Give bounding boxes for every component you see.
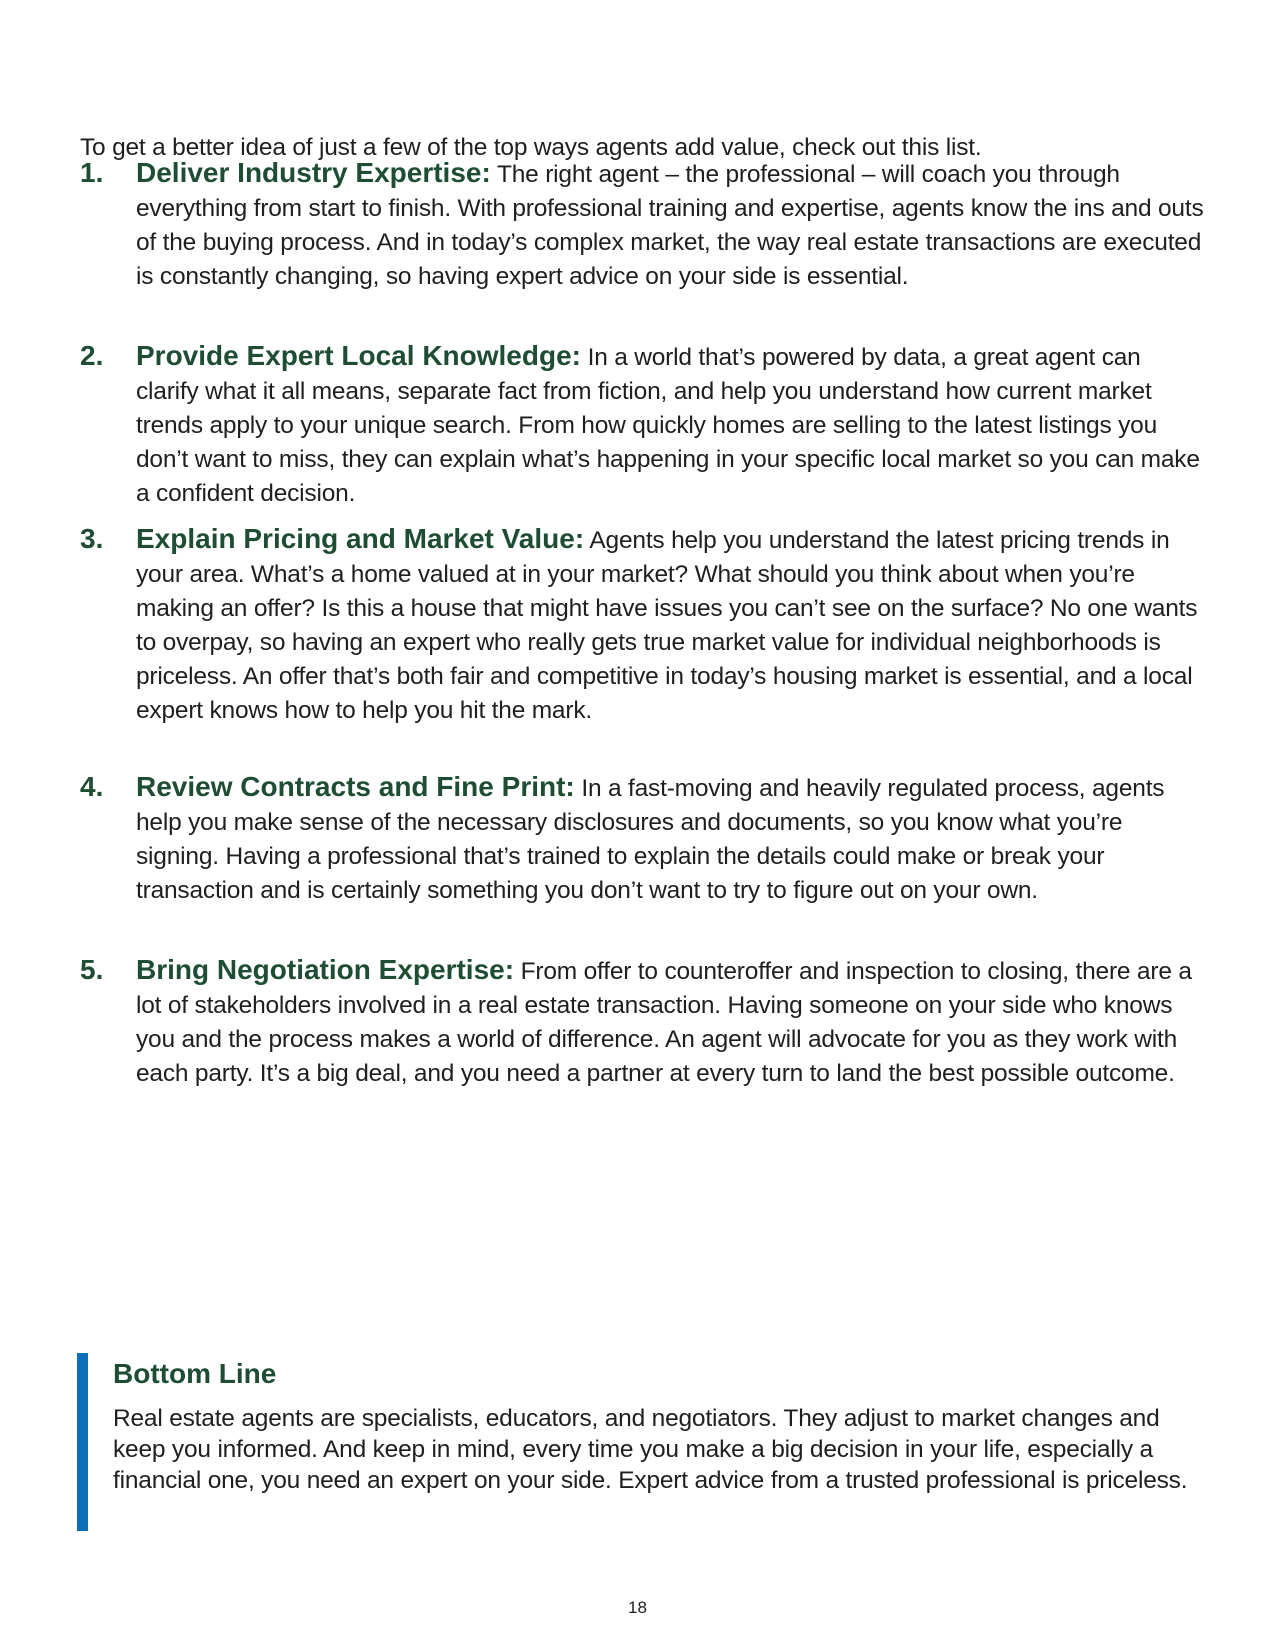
accent-bar bbox=[77, 1353, 88, 1531]
bottom-line-title: Bottom Line bbox=[113, 1358, 277, 1389]
list-number: 5. bbox=[80, 954, 104, 985]
list-item-text: In a fast-moving and heavily regulated process, agents help you make sense of the necessary disclosures and documents, so you know what you’re signing. Having a professional that’s trained to explain the details could make or break your transaction and is certainly something you don’t want to try to figure out on your own. bbox=[136, 775, 1165, 904]
list-item-heading: Deliver Industry Expertise: bbox=[136, 157, 491, 188]
list-number: 1. bbox=[80, 157, 104, 188]
list-item bbox=[80, 339, 1205, 511]
list-number: 2. bbox=[80, 340, 104, 371]
list-item-body bbox=[136, 522, 1205, 728]
list-item-heading: Bring Negotiation Expertise: bbox=[136, 954, 515, 985]
list-item-body bbox=[136, 770, 1205, 908]
list-item bbox=[80, 522, 1205, 728]
list-item-text: Agents help you understand the latest pricing trends in your area. What’s a home valued at in your market? What should you think about when you’re making an offer? Is this a house that might have issues you can’t see on the surface? No one wants to overpay, so having an expert who really gets true market value for individual neighborhoods is priceless. An offer that’s both fair and competitive in today’s housing market is essential, and a local expert knows how to help you hit the mark. bbox=[136, 527, 1198, 724]
list-item-text: In a world that’s powered by data, a great agent can clarify what it all means, separate fact from fiction, and help you understand how current market trends apply to your unique search. From how quickly homes are selling to the latest listings you don’t want to miss, they can explain what’s happening in your specific local market so you can make a confident decision. bbox=[136, 344, 1200, 507]
intro-paragraph: To get a better idea of just a few of the top ways agents add value, check out this list. bbox=[80, 133, 982, 161]
list-item-body bbox=[136, 953, 1205, 1091]
list-item-text: From offer to counteroffer and inspection to closing, there are a lot of stakeholders involved in a real estate transaction. Having someone on your side who knows you and the process makes a world of difference. An agent will advocate for you as they work with each party. It’s a big deal, and you need a partner at every turn to land the best possible outcome. bbox=[136, 958, 1192, 1087]
list-item-text: The right agent – the professional – will coach you through everything from start to finish. With professional training and expertise, agents know the ins and outs of the buying process. And in today’s complex market, the way real estate transactions are executed is constantly changing, so having expert advice on your side is essential. bbox=[136, 161, 1204, 290]
list-item-body bbox=[136, 156, 1205, 294]
list-item bbox=[80, 770, 1205, 908]
list-number: 4. bbox=[80, 771, 104, 802]
list-number: 3. bbox=[80, 523, 104, 554]
bottom-line-callout bbox=[77, 1353, 1188, 1496]
list-item-heading: Provide Expert Local Knowledge: bbox=[136, 340, 581, 371]
page-number: 18 bbox=[628, 1598, 647, 1617]
list-item bbox=[80, 953, 1205, 1091]
list-item-heading: Review Contracts and Fine Print: bbox=[136, 771, 575, 802]
list-item bbox=[80, 156, 1205, 294]
bottom-line-text: Real estate agents are specialists, educators, and negotiators. They adjust to market changes and keep you informed. And keep in mind, every time you make a big decision in your life, especially a financial one, you need an expert on your side. Expert advice from a trusted professional is priceless. bbox=[113, 1405, 1188, 1494]
list-item-heading: Explain Pricing and Market Value: bbox=[136, 523, 585, 554]
list-item-body bbox=[136, 339, 1205, 511]
